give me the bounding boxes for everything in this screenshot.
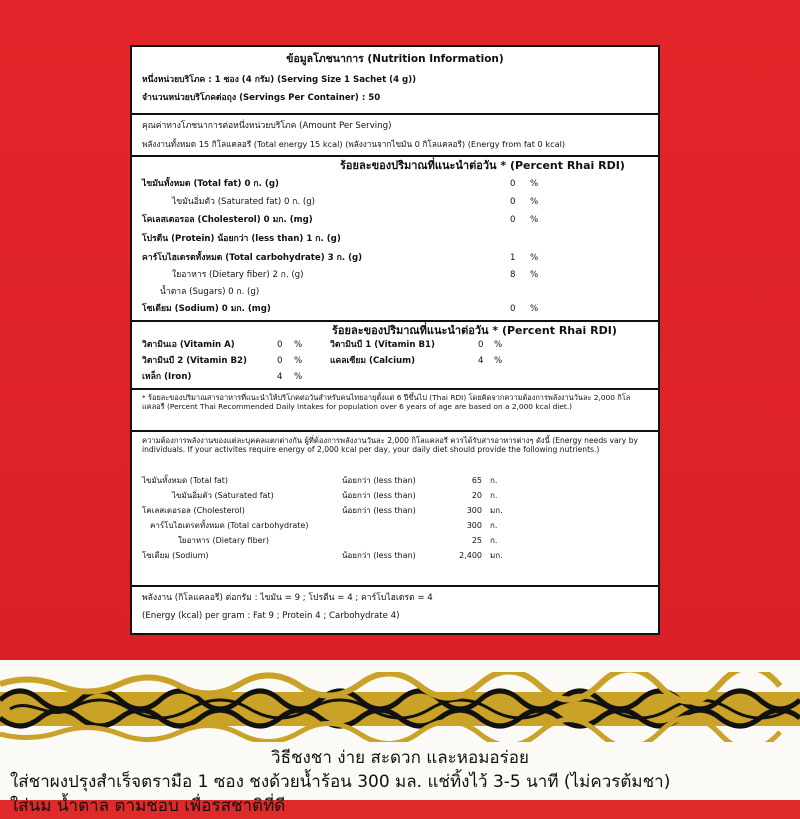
daily-row-label: ไขมันทั้งหมด (Total fat) bbox=[142, 476, 229, 485]
nutrient-percent: 1 bbox=[510, 253, 516, 263]
daily-row-unit: ก. bbox=[490, 536, 498, 545]
serving-size: หนึ่งหน่วยบริโภค : 1 ซอง (4 กรัม) (Serving Size 1 Sachet (4 g)) bbox=[142, 75, 417, 85]
daily-row-unit: ก. bbox=[490, 521, 498, 530]
label-title: ข้อมูลโภชนาการ (Nutrition Information) bbox=[286, 53, 504, 65]
daily-row-unit: ก. bbox=[490, 476, 498, 485]
daily-row-value: 300 bbox=[466, 521, 482, 530]
daily-row-value: 2,400 bbox=[459, 551, 482, 560]
amount-per-serving: คุณค่าทางโภชนาการต่อหนึ่งหน่วยบริโภค (Amount Per Serving) bbox=[142, 121, 392, 131]
nutrient-row: ใยอาหาร (Dietary fiber) 2 ก. (g) bbox=[172, 270, 304, 280]
vitamin-b2: วิตามินบี 2 (Vitamin B2) bbox=[142, 356, 247, 366]
nutrient-row: น้ำตาล (Sugars) 0 ก. (g) bbox=[160, 287, 260, 297]
nutrient-unit: % bbox=[530, 270, 539, 280]
vitamin-a: วิตามินเอ (Vitamin A) bbox=[142, 340, 235, 350]
nutrient-percent: 0 bbox=[510, 179, 516, 189]
servings-per-container: จำนวนหน่วยบริโภคต่อถุง (Servings Per Container) : 50 bbox=[142, 93, 381, 103]
daily-row-value: 65 bbox=[471, 476, 482, 485]
daily-row-value: 300 bbox=[466, 506, 482, 515]
daily-row-value: 25 bbox=[471, 536, 482, 545]
nutrient-row: ไขมันอิ่มตัว (Saturated fat) 0 ก. (g) bbox=[172, 197, 316, 207]
daily-row-unit: มก. bbox=[490, 506, 503, 515]
daily-row-qualifier: น้อยกว่า (less than) bbox=[342, 506, 416, 515]
instructions-line: ใส่นม น้ำตาล ตามชอบ เพื่อรสชาติที่ดี bbox=[10, 796, 286, 816]
daily-row-label: ใยอาหาร (Dietary fiber) bbox=[178, 536, 269, 545]
instructions-line: ใส่ชาผงปรุงสำเร็จตรามือ 1 ซอง ชงด้วยน้ำร้อน 300 มล. แช่ทิ้งไว้ 3-5 นาที (ไม่ควรต้มชา) bbox=[10, 772, 671, 792]
nutrient-row: ไขมันทั้งหมด (Total fat) 0 ก. (g) bbox=[142, 179, 279, 189]
nutrient-row: คาร์โบไฮเดรตทั้งหมด (Total carbohydrate) 3 ก. (g) bbox=[142, 253, 363, 263]
nutrient-unit: % bbox=[530, 179, 539, 189]
energy-section bbox=[132, 115, 658, 157]
daily-row-qualifier: น้อยกว่า (less than) bbox=[342, 491, 416, 500]
vitamin-percent: 4 bbox=[277, 372, 283, 382]
vitamin-percent: 4 bbox=[478, 356, 484, 366]
instructions-panel bbox=[0, 660, 800, 816]
nutrient-percent: 0 bbox=[510, 197, 516, 207]
vitamin-percent: 0 bbox=[277, 340, 283, 350]
nutrient-percent: 8 bbox=[510, 270, 516, 280]
rdi-header: ร้อยละของปริมาณที่แนะนำต่อวัน * (Percent Rhai RDI) bbox=[340, 159, 625, 172]
label-header bbox=[132, 47, 658, 115]
daily-row-label: โซเดียม (Sodium) bbox=[142, 551, 209, 560]
vitamin-percent: 0 bbox=[277, 356, 283, 366]
iron: เหล็ก (Iron) bbox=[142, 372, 192, 382]
nutrients-section bbox=[132, 157, 658, 322]
instructions-title: วิธีชงชา ง่าย สะดวก และหอมอร่อย bbox=[271, 748, 529, 768]
gold-ornament-border bbox=[0, 672, 800, 742]
rdi-footnote: * ร้อยละของปริมาณสารอาหารที่แนะนำให้บริโภคต่อวันสำหรับคนไทยอายุตั้งแต่ 6 ปีขึ้นไป (Thai RDI) โดยคิดจากความต้องการพลังงานวันละ 2,000 กิโลแคลอรี (Percent Thai Recommended Daily Intakes for population over 6 years of age are based on a 2,000 kcal diet.) bbox=[142, 393, 631, 411]
vitamin-unit: % bbox=[494, 356, 503, 366]
daily-row-label: โคเลสเตอรอล (Cholesterol) bbox=[142, 506, 245, 515]
nutrition-label bbox=[130, 45, 660, 635]
total-energy: พลังงานทั้งหมด 15 กิโลแคลอรี (Total energy 15 kcal) (พลังงานจากไขมัน 0 กิโลแคลอรี) (Energy from fat 0 kcal) bbox=[142, 139, 566, 149]
energy-per-gram-section bbox=[132, 587, 658, 633]
daily-needs-section bbox=[132, 432, 658, 587]
daily-row-value: 20 bbox=[471, 491, 482, 500]
nutrient-row: โปรตีน (Protein) น้อยกว่า (less than) 1 ก. (g) bbox=[142, 234, 341, 244]
daily-row-label: คาร์โบไฮเดรตทั้งหมด (Total carbohydrate) bbox=[150, 521, 309, 530]
footnote-section bbox=[132, 390, 658, 432]
energy-per-gram-thai: พลังงาน (กิโลแคลอรี) ต่อกรัม : ไขมัน = 9 ; โปรตีน = 4 ; คาร์โบไฮเดรต = 4 bbox=[142, 593, 433, 603]
vitamin-rdi-header: ร้อยละของปริมาณที่แนะนำต่อวัน * (Percent Rhai RDI) bbox=[332, 324, 617, 337]
energy-per-gram-english: (Energy (kcal) per gram : Fat 9 ; Protein 4 ; Carbohydrate 4) bbox=[142, 611, 400, 621]
calcium: แคลเซียม (Calcium) bbox=[330, 356, 416, 366]
vitamin-unit: % bbox=[294, 340, 303, 350]
nutrient-unit: % bbox=[530, 197, 539, 207]
nutrient-percent: 0 bbox=[510, 215, 516, 225]
vitamin-percent: 0 bbox=[478, 340, 484, 350]
daily-row-unit: ก. bbox=[490, 491, 498, 500]
daily-row-qualifier: น้อยกว่า (less than) bbox=[342, 551, 416, 560]
nutrient-row: โคเลสเตอรอล (Cholesterol) 0 มก. (mg) bbox=[142, 215, 313, 225]
vitamin-b1: วิตามินบี 1 (Vitamin B1) bbox=[330, 340, 435, 350]
vitamins-section bbox=[132, 322, 658, 390]
daily-row-label: ไขมันอิ่มตัว (Saturated fat) bbox=[172, 491, 274, 500]
daily-needs-intro: ความต้องการพลังงานของแต่ละบุคคลแตกต่างกัน ผู้ที่ต้องการพลังงานวันละ 2,000 กิโลแคลอรี ควรได้รับสารอาหารต่างๆ ดังนี้ (Energy needs vary by individuals. If your activites require energy of 2,000 kcal per day, your daily diet should provide the following nutrients.) bbox=[142, 436, 639, 455]
nutrient-percent: 0 bbox=[510, 304, 516, 314]
daily-row-unit: มก. bbox=[490, 551, 503, 560]
daily-row-qualifier: น้อยกว่า (less than) bbox=[342, 476, 416, 485]
vitamin-unit: % bbox=[294, 356, 303, 366]
vitamin-unit: % bbox=[494, 340, 503, 350]
nutrient-row: โซเดียม (Sodium) 0 มก. (mg) bbox=[142, 304, 271, 314]
nutrient-unit: % bbox=[530, 304, 539, 314]
nutrient-unit: % bbox=[530, 253, 539, 263]
nutrient-unit: % bbox=[530, 215, 539, 225]
vitamin-unit: % bbox=[294, 372, 303, 382]
